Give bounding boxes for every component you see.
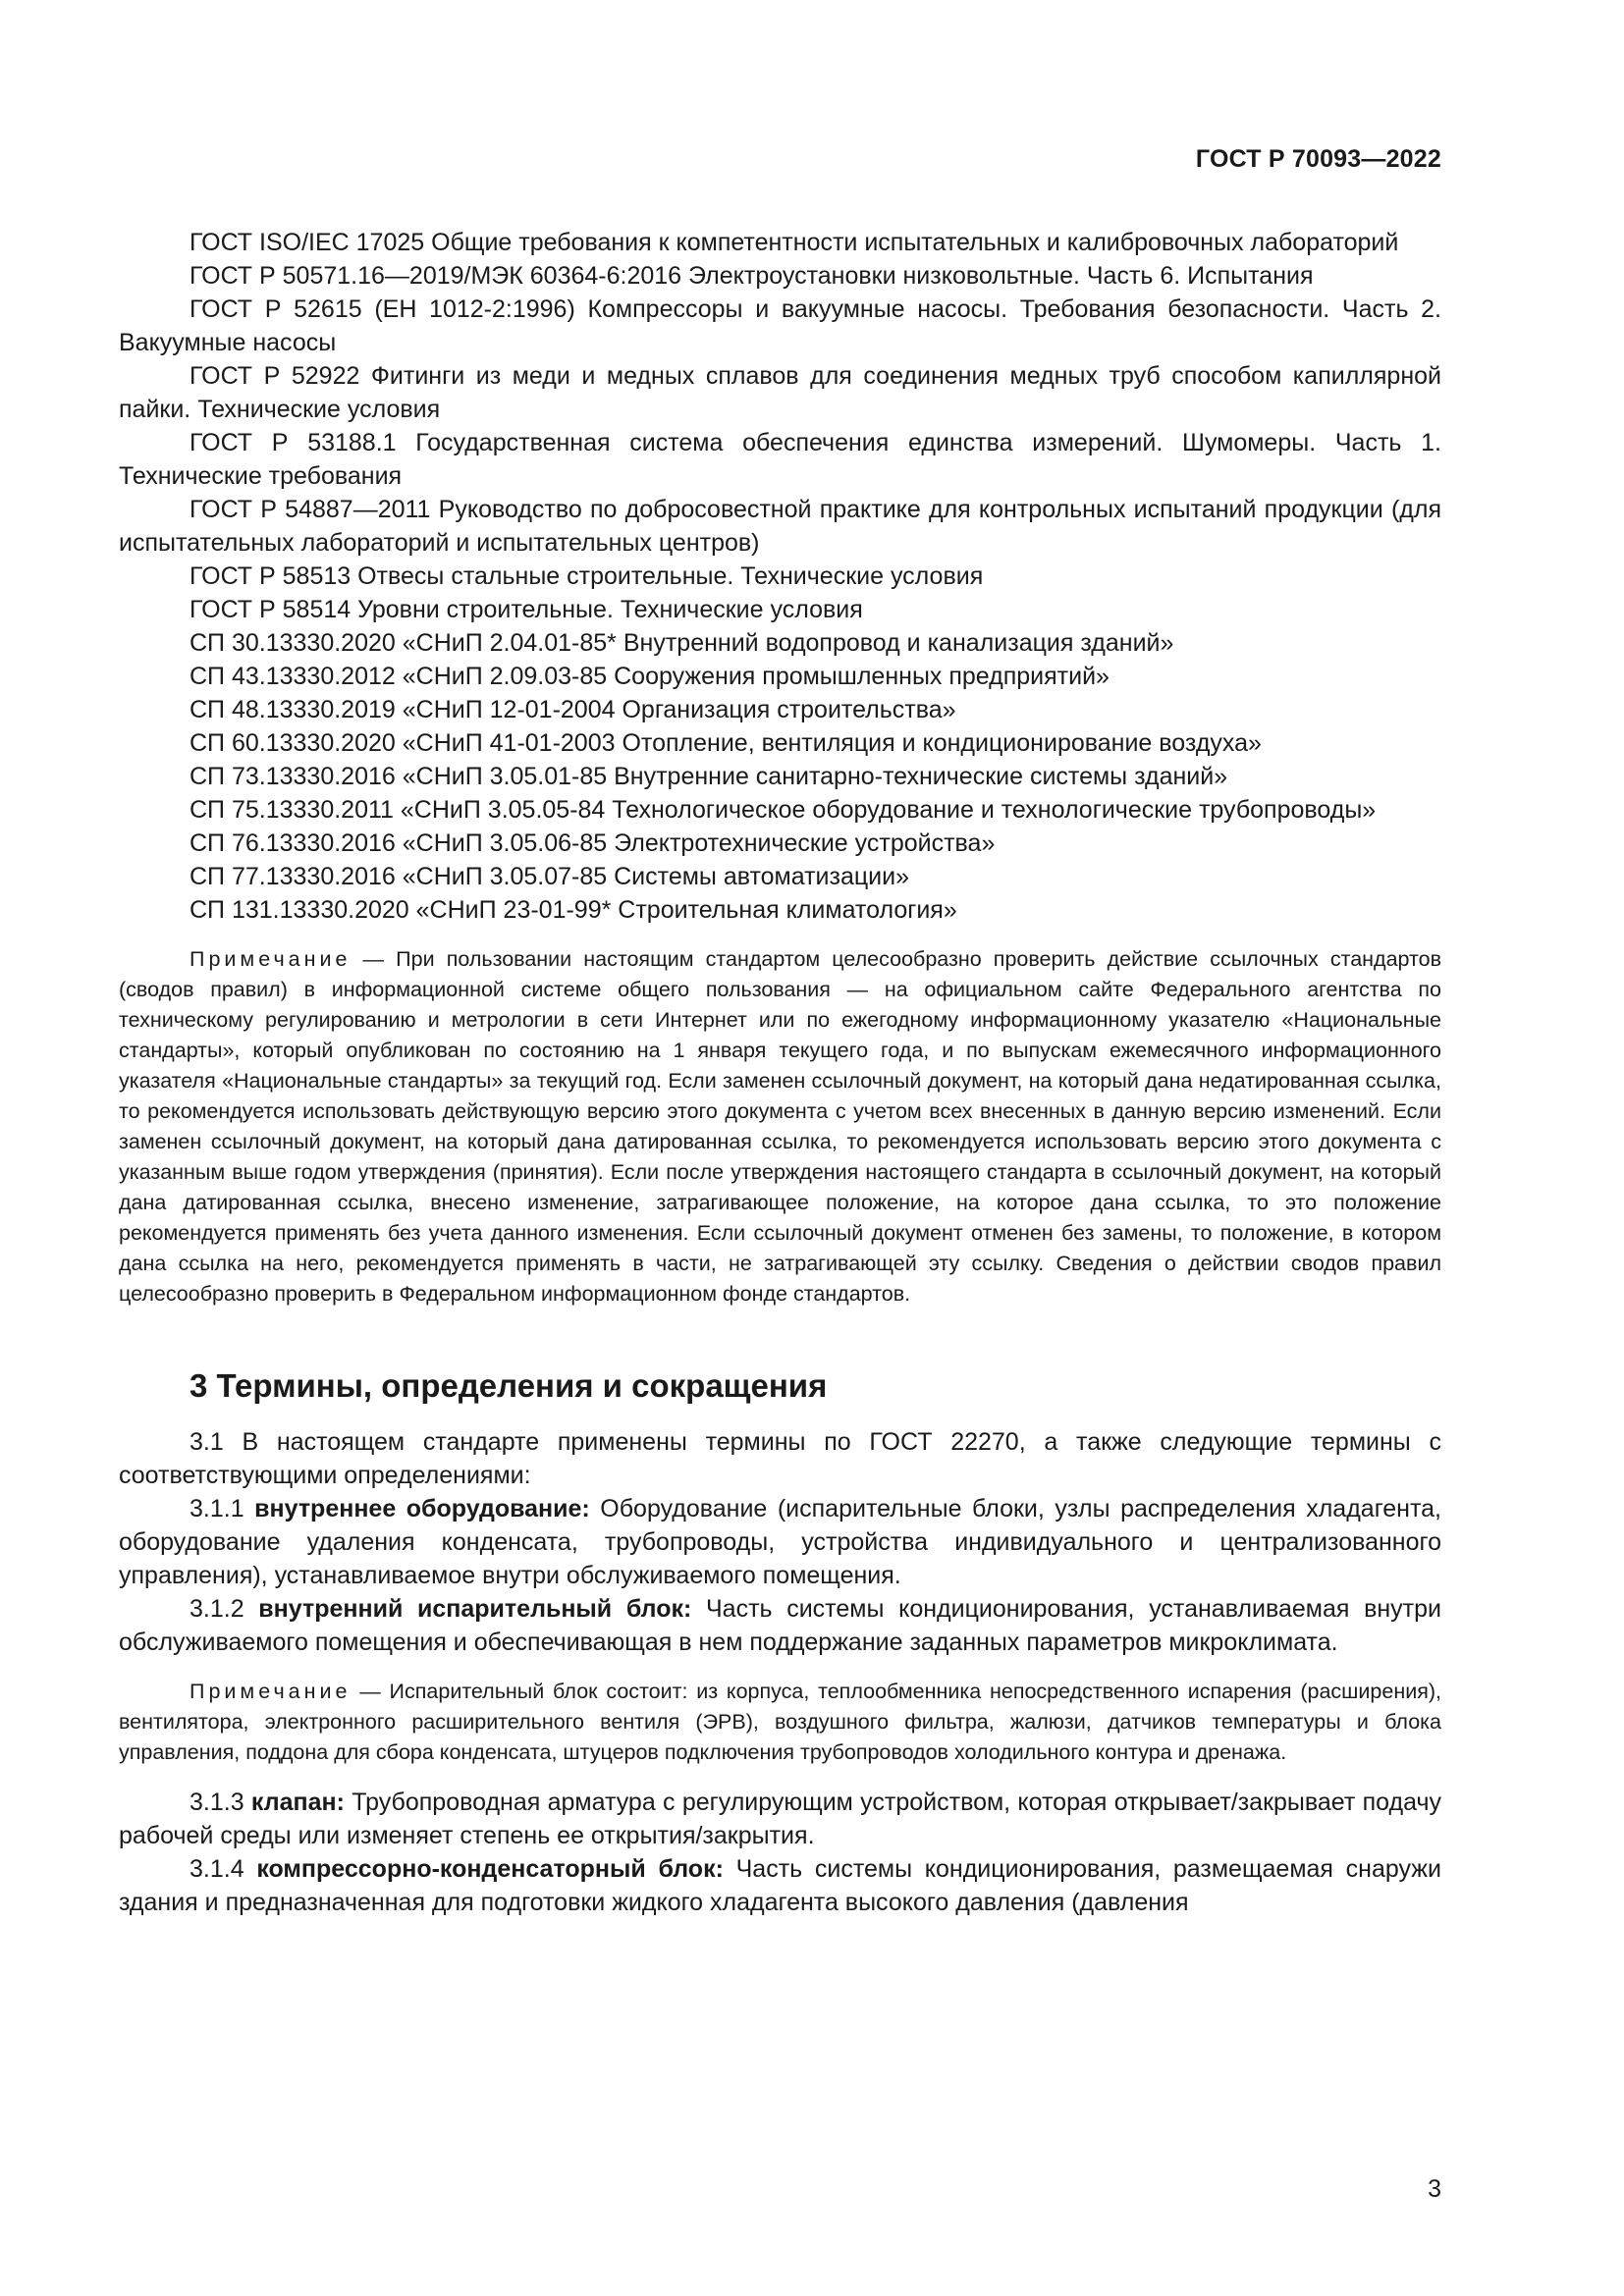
term-definition: Трубопроводная арматура с регулирующим устройством, которая открывает/закрывает подачу рабочей среды или изменяет степень ее открытия/закрытия. [119, 1789, 1441, 1849]
reference-item: СП 77.13330.2016 «СНиП 3.05.07-85 Системы автоматизации» [189, 863, 910, 890]
term-name: внутреннее оборудование: [254, 1495, 590, 1522]
references-note [119, 944, 1441, 1309]
term-3-1-2 [119, 1592, 1441, 1659]
term-name: компрессорно-конденсаторный блок: [256, 1855, 724, 1883]
term-3-1-3 [119, 1786, 1441, 1852]
reference-item: СП 60.13330.2020 «СНиП 41-01-2003 Отопление, вентиляция и кондиционирование воздуха» [189, 729, 1262, 757]
note-text: — Испарительный блок состоит: из корпуса, теплообменника непосредственного испарения (расширения), вентилятора, электронного расширительного вентиля (ЭРВ), воздушного фильтра, жалюзи, датчиков температуры и блока управления, поддона для сбора конденсата, штуцеров подключения трубопроводов холодильного контура и дренажа. [119, 1680, 1441, 1764]
term-number: 3.1.3 [189, 1789, 251, 1816]
reference-item: СП 48.13330.2019 «СНиП 12-01-2004 Организация строительства» [189, 696, 956, 723]
term-definition: Часть системы кондиционирования, размещаемая снаружи здания и предназначенная для подготовки жидкого хладагента высокого давления (давления [119, 1855, 1441, 1916]
term-3-1-4 [119, 1852, 1441, 1919]
reference-item: ГОСТ Р 58513 Отвесы стальные строительные. Технические условия [189, 562, 984, 590]
term-definition: Оборудование (испарительные блоки, узлы распределения хладагента, оборудование удаления конденсата, трубопроводы, устройства индивидуального и централизованного управления), устанавливаемое внутри обслуживаемого помещения. [119, 1495, 1441, 1589]
note-label: Примечание [189, 947, 352, 971]
reference-item: СП 73.13330.2016 «СНиП 3.05.01-85 Внутренние санитарно-технические системы зданий» [189, 763, 1228, 790]
reference-item: СП 43.13330.2012 «СНиП 2.09.03-85 Сооружения промышленных предприятий» [189, 663, 1110, 690]
note-text: — При пользовании настоящим стандартом целесообразно проверить действие ссылочных стандартов (сводов правил) в информационной системе общего пользования — на официальном сайте Федерального агентства по техническому регулированию и метрологии в сети Интернет или по ежегодному информационному указателю «Национальные стандарты», который опубликован по состоянию на 1 января текущего года, и по выпускам ежемесячного информационного указателя «Национальные стандарты» за текущий год. Если заменен ссылочный документ, на который дана недатированная ссылка, то рекомендуется использовать действующую версию этого документа с учетом всех внесенных в данную версию изменений. Если заменен ссылочный документ, на который дана датированная ссылка, то рекомендуется использовать версию этого документа с указанным выше годом утверждения (принятия). Если после утверждения настоящего стандарта в ссылочный документ, на который дана датированная ссылка, внесено изменение, затрагивающее положение, на которое дана ссылка, то это положение рекомендуется применять без учета данного изменения. Если ссылочный документ отменен без замены, то положение, в котором дана ссылка на него, рекомендуется применять в части, не затрагивающей эту ссылку. Сведения о действии сводов правил целесообразно проверить в Федеральном информационном фонде стандартов. [119, 947, 1441, 1306]
term-name: внутренний испарительный блок: [258, 1595, 692, 1623]
reference-item: ГОСТ Р 54887—2011 Руководство по добросовестной практике для контрольных испытаний продукции (для испытательных лабораторий и испытательных центров) [119, 496, 1441, 557]
page-number: 3 [1428, 2175, 1441, 2203]
term-number: 3.1.4 [189, 1855, 257, 1883]
reference-item: СП 76.13330.2016 «СНиП 3.05.06-85 Электротехнические устройства» [189, 829, 996, 857]
term-3-1-1 [119, 1492, 1441, 1592]
term-number: 3.1.2 [189, 1595, 259, 1623]
note-label: Примечание [189, 1680, 352, 1703]
reference-item: ГОСТ Р 52922 Фитинги из меди и медных сплавов для соединения медных труб способом капиллярной пайки. Технические условия [119, 362, 1441, 423]
term-note [119, 1677, 1441, 1768]
reference-item: СП 131.13330.2020 «СНиП 23-01-99* Строительная климатология» [189, 896, 957, 924]
term-number: 3.1.1 [189, 1495, 255, 1522]
document-code: ГОСТ Р 70093—2022 [1195, 145, 1441, 173]
paragraph-3-1: 3.1 В настоящем стандарте применены термины по ГОСТ 22270, а также следующие термины с соответствующими определениями: [119, 1428, 1441, 1489]
reference-item: ГОСТ Р 52615 (ЕН 1012-2:1996) Компрессоры и вакуумные насосы. Требования безопасности. Часть 2. Вакуумные насосы [119, 295, 1441, 356]
term-name: клапан: [250, 1789, 345, 1816]
reference-item: ГОСТ Р 53188.1 Государственная система обеспечения единства измерений. Шумомеры. Часть 1. Технические требования [119, 429, 1441, 490]
reference-item: ГОСТ Р 50571.16—2019/МЭК 60364-6:2016 Электроустановки низковольтные. Часть 6. Испытания [189, 262, 1314, 290]
reference-item: ГОСТ ISO/IEC 17025 Общие требования к компетентности испытательных и калибровочных лабораторий [189, 229, 1399, 256]
normative-references-list [119, 226, 1441, 927]
reference-item: СП 30.13330.2020 «СНиП 2.04.01-85* Внутренний водопровод и канализация зданий» [189, 629, 1174, 657]
section-heading: 3 Термины, определения и сокращения [189, 1367, 828, 1404]
reference-item: ГОСТ Р 58514 Уровни строительные. Технические условия [189, 596, 863, 623]
reference-item: СП 75.13330.2011 «СНиП 3.05.05-84 Технологическое оборудование и технологические трубопроводы» [189, 796, 1377, 824]
term-definition: Часть системы кондиционирования, устанавливаемая внутри обслуживаемого помещения и обеспечивающая в нем поддержание заданных параметров микроклимата. [119, 1595, 1441, 1656]
page-content [119, 226, 1441, 1919]
